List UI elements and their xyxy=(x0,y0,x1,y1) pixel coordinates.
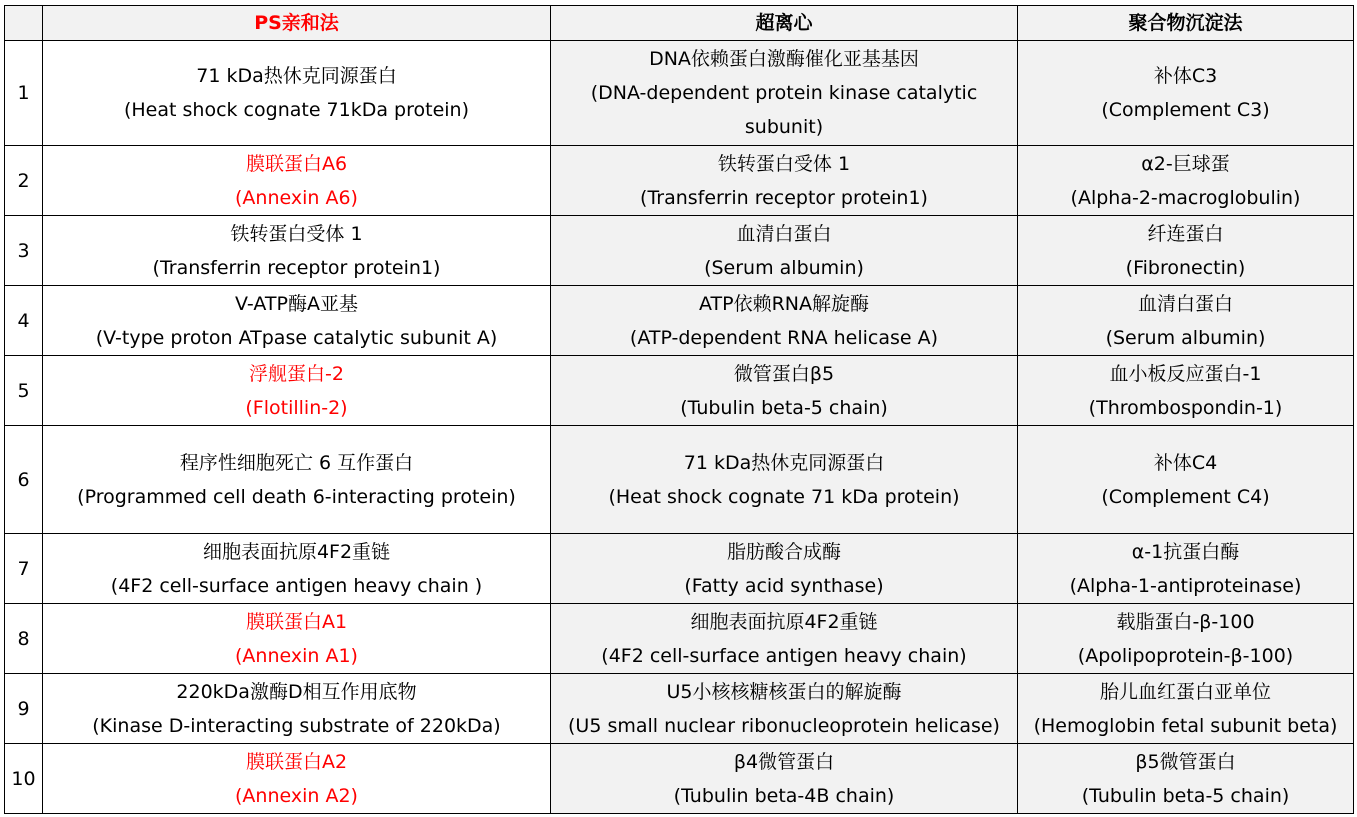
table-row xyxy=(5,356,1354,426)
polymer-precipitation-cell xyxy=(1018,146,1354,216)
protein-name-cn: 程序性细胞死亡 6 互作蛋白 xyxy=(179,451,414,474)
protein-name-cn: 膜联蛋白A2 xyxy=(245,750,348,773)
protein-name-en: (Transferrin receptor protein1) xyxy=(640,186,928,209)
row-number: 8 xyxy=(5,604,43,674)
protein-name-en: (Serum albumin) xyxy=(1105,326,1266,349)
protein-name-cn: 血清白蛋白 xyxy=(1137,292,1233,315)
protein-name-cn: U5小核核糖核蛋白的解旋酶 xyxy=(666,680,902,703)
protein-name-cn: 膜联蛋白A1 xyxy=(245,610,348,633)
protein-name-cn: 铁转蛋白受体 1 xyxy=(717,152,851,175)
protein-name-cn: 220kDa激酶D相互作用底物 xyxy=(176,680,417,703)
protein-name-cn: 微管蛋白β5 xyxy=(733,362,835,385)
protein-name-en: (Tubulin beta-5 chain) xyxy=(1081,784,1290,807)
protein-name-cn: 铁转蛋白受体 1 xyxy=(230,222,363,245)
polymer-precipitation-cell xyxy=(1018,534,1354,604)
table-row xyxy=(5,744,1354,814)
protein-name-cn: 纤连蛋白 xyxy=(1147,222,1224,245)
ps-affinity-cell xyxy=(43,146,551,216)
protein-name-en: (Heat shock cognate 71 kDa protein) xyxy=(608,485,960,508)
protein-name-en: (V-type proton ATpase catalytic subunit A) xyxy=(95,326,498,349)
polymer-precipitation-cell xyxy=(1018,744,1354,814)
protein-name-en: subunit) xyxy=(744,116,824,138)
ps-affinity-cell xyxy=(43,534,551,604)
protein-name-cn: 71 kDa热休克同源蛋白 xyxy=(196,65,397,87)
protein-name-cn: 细胞表面抗原4F2重链 xyxy=(202,540,391,563)
ps-affinity-cell xyxy=(43,41,551,146)
polymer-precipitation-cell xyxy=(1018,674,1354,744)
protein-name-cn: 脂肪酸合成酶 xyxy=(726,540,841,563)
protein-name-cn: 71 kDa热休克同源蛋白 xyxy=(683,451,885,474)
header-index xyxy=(5,6,43,41)
protein-name-cn: DNA依赖蛋白激酶催化亚基基因 xyxy=(649,48,919,70)
row-number: 9 xyxy=(5,674,43,744)
protein-name-en: (Transferrin receptor protein1) xyxy=(152,256,441,279)
protein-name-cn: α-1抗蛋白酶 xyxy=(1131,540,1240,563)
protein-name-en: (Tubulin beta-4B chain) xyxy=(673,784,895,807)
table-row xyxy=(5,286,1354,356)
ultracentrifugation-cell xyxy=(551,604,1018,674)
protein-name-en: (ATP-dependent RNA helicase A) xyxy=(629,326,939,349)
ultracentrifugation-cell xyxy=(551,744,1018,814)
ps-affinity-cell xyxy=(43,744,551,814)
protein-comparison-table xyxy=(4,5,1354,814)
ultracentrifugation-cell xyxy=(551,216,1018,286)
protein-name-en: (Flotillin-2) xyxy=(245,396,348,419)
protein-name-cn: ATP依赖RNA解旋酶 xyxy=(699,292,869,315)
protein-name-en: (Complement C3) xyxy=(1101,99,1270,121)
header-polymer-precipitation: 聚合物沉淀法 xyxy=(1018,6,1354,41)
ps-affinity-cell xyxy=(43,604,551,674)
ps-affinity-cell xyxy=(43,356,551,426)
table-row xyxy=(5,146,1354,216)
protein-name-en: (Apolipoprotein-β-100) xyxy=(1077,644,1294,667)
ultracentrifugation-cell xyxy=(551,286,1018,356)
ultracentrifugation-cell xyxy=(551,356,1018,426)
protein-name-en: (U5 small nuclear ribonucleoprotein helicase) xyxy=(568,714,1000,737)
ultracentrifugation-cell xyxy=(551,146,1018,216)
protein-name-en: (Programmed cell death 6-interacting protein) xyxy=(77,485,516,508)
ps-affinity-cell xyxy=(43,674,551,744)
ps-affinity-cell xyxy=(43,426,551,534)
header-row xyxy=(5,6,1354,41)
protein-name-en: (Serum albumin) xyxy=(704,256,864,279)
table-row xyxy=(5,426,1354,534)
protein-name-cn: 补体C4 xyxy=(1153,451,1218,474)
protein-name-en: (Annexin A6) xyxy=(235,186,358,209)
protein-name-cn: 胎儿血红蛋白亚单位 xyxy=(1099,680,1271,703)
ps-affinity-cell xyxy=(43,286,551,356)
row-number: 6 xyxy=(5,426,43,534)
protein-name-en: (Complement C4) xyxy=(1101,485,1270,508)
protein-name-en: (Alpha-1-antiproteinase) xyxy=(1069,574,1302,597)
protein-name-cn: V-ATP酶A亚基 xyxy=(235,292,358,315)
polymer-precipitation-cell xyxy=(1018,356,1354,426)
protein-name-en: (DNA-dependent protein kinase catalytic xyxy=(590,82,978,104)
row-number: 10 xyxy=(5,744,43,814)
protein-name-cn: 补体C3 xyxy=(1153,65,1218,87)
header-ps-affinity: PS亲和法 xyxy=(43,6,551,41)
polymer-precipitation-cell xyxy=(1018,41,1354,146)
protein-name-en: (Alpha-2-macroglobulin) xyxy=(1070,186,1301,209)
ultracentrifugation-cell xyxy=(551,41,1018,146)
ultracentrifugation-cell xyxy=(551,534,1018,604)
protein-name-en: (Fatty acid synthase) xyxy=(684,574,884,597)
protein-name-en: (Fibronectin) xyxy=(1125,256,1246,279)
protein-name-cn: 膜联蛋白A6 xyxy=(245,152,348,175)
protein-name-cn: α2-巨球蛋 xyxy=(1141,152,1230,175)
protein-name-cn: β5微管蛋白 xyxy=(1135,750,1236,773)
row-number: 2 xyxy=(5,146,43,216)
polymer-precipitation-cell xyxy=(1018,216,1354,286)
polymer-precipitation-cell xyxy=(1018,604,1354,674)
table-row xyxy=(5,534,1354,604)
protein-name-cn: 浮舰蛋白-2 xyxy=(249,362,344,385)
protein-name-cn: 载脂蛋白-β-100 xyxy=(1116,610,1255,633)
table-row xyxy=(5,674,1354,744)
protein-name-en: (Thrombospondin-1) xyxy=(1088,396,1283,419)
table-row xyxy=(5,604,1354,674)
protein-name-cn: 血小板反应蛋白-1 xyxy=(1109,362,1262,385)
protein-name-en: (Tubulin beta-5 chain) xyxy=(680,396,888,419)
header-ultracentrifugation: 超离心 xyxy=(551,6,1018,41)
table-row xyxy=(5,216,1354,286)
row-number: 3 xyxy=(5,216,43,286)
protein-name-en: (4F2 cell-surface antigen heavy chain) xyxy=(601,644,967,667)
polymer-precipitation-cell xyxy=(1018,426,1354,534)
protein-name-cn: β4微管蛋白 xyxy=(733,750,835,773)
protein-name-en: (Kinase D-interacting substrate of 220kDa) xyxy=(92,714,501,737)
protein-name-en: (Annexin A2) xyxy=(235,784,358,807)
protein-name-en: (Hemoglobin fetal subunit beta) xyxy=(1033,714,1338,737)
protein-name-en: (Heat shock cognate 71kDa protein) xyxy=(123,99,469,121)
polymer-precipitation-cell xyxy=(1018,286,1354,356)
ps-affinity-cell xyxy=(43,216,551,286)
protein-name-en: (4F2 cell-surface antigen heavy chain ) xyxy=(110,574,483,597)
protein-name-cn: 细胞表面抗原4F2重链 xyxy=(690,610,878,633)
row-number: 7 xyxy=(5,534,43,604)
row-number: 4 xyxy=(5,286,43,356)
row-number: 1 xyxy=(5,41,43,146)
ultracentrifugation-cell xyxy=(551,674,1018,744)
ultracentrifugation-cell xyxy=(551,426,1018,534)
protein-name-cn: 血清白蛋白 xyxy=(736,222,832,245)
table-row xyxy=(5,41,1354,146)
protein-name-en: (Annexin A1) xyxy=(235,644,358,667)
row-number: 5 xyxy=(5,356,43,426)
